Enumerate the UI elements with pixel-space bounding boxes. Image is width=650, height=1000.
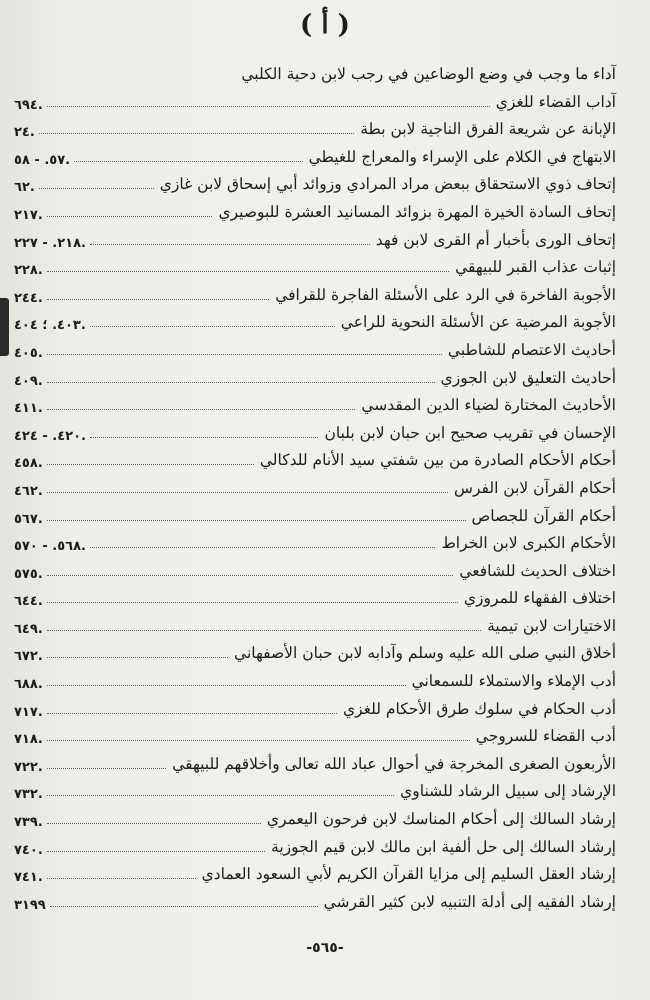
index-entry (14, 531, 616, 559)
dotted-leader (47, 464, 254, 465)
index-entry (14, 641, 616, 669)
index-entry (14, 117, 616, 145)
index-entry (14, 807, 616, 835)
entry-title: إرشاد العقل السليم إلى مزايا القرآن الكريم لأبي السعود العمادي (201, 865, 616, 884)
entry-page-numbers: ٢٤. (14, 125, 35, 141)
dotted-leader (47, 740, 470, 741)
dotted-leader (90, 326, 335, 327)
entry-title: أدب الحكام في سلوك طرق الأحكام للغزي (342, 699, 616, 718)
entry-title: أحكام القرآن للجصاص (471, 506, 616, 525)
entry-page-numbers: ٧٢٢. (14, 759, 43, 775)
entry-page-numbers: ٢١٨. - ٢٢٧. (14, 235, 86, 251)
dotted-leader (90, 437, 318, 438)
entry-page-numbers: ٤٥٨. (14, 456, 43, 472)
entry-title: أخلاق النبي صلى الله عليه وسلم وآدابه لابن حبان الأصفهاني (234, 644, 616, 663)
dotted-leader (39, 133, 354, 134)
dotted-leader (90, 547, 436, 548)
dotted-leader (47, 713, 337, 714)
dotted-leader (47, 823, 261, 824)
page-number: -٥٦٥- (306, 940, 344, 956)
entry-page-numbers: ٧٤١. (14, 870, 43, 886)
entry-title: الإرشاد إلى سبيل الرشاد للشناوي (400, 782, 616, 801)
dotted-leader (39, 188, 154, 189)
entry-title: أحكام الأحكام الصادرة من بين شفتي سيد الأنام للدكالي (259, 451, 616, 470)
index-entry (36, 62, 616, 90)
index-entry (14, 145, 616, 173)
index-entry (14, 172, 616, 200)
thumb-index-tab (0, 298, 9, 356)
entry-page-numbers: ٦٢. (14, 180, 35, 196)
index-entry (14, 90, 616, 118)
dotted-leader (47, 271, 449, 272)
index-entry (14, 421, 616, 449)
index-entry (14, 255, 616, 283)
entry-title: الأحاديث المختارة لضياء الدين المقدسي (361, 396, 616, 415)
index-entry (14, 862, 616, 890)
index-entry (14, 283, 616, 311)
index-entry (14, 752, 616, 780)
index-entry (14, 724, 616, 752)
dotted-leader (47, 685, 406, 686)
entry-title: أحكام القرآن لابن الفرس (454, 478, 616, 497)
index-entry (14, 310, 616, 338)
entry-page-numbers: ٤٦٢. (14, 483, 43, 499)
entry-page-numbers: ٧٣٢. (14, 787, 43, 803)
section-letter-heading: ( أ ) (300, 10, 350, 40)
dotted-leader (47, 575, 454, 576)
index-list (14, 62, 616, 917)
entry-page-numbers: ٢١٧. (14, 207, 43, 223)
entry-page-numbers: ٦٨٨. (14, 677, 43, 693)
entry-title: إثبات عذاب القبر للبيهقي (455, 258, 616, 277)
entry-page-numbers: ٤٠٩. (14, 373, 43, 389)
index-entry (14, 448, 616, 476)
entry-title: الابتهاج في الكلام على الإسراء والمعراج للغيطي (308, 147, 616, 166)
entry-page-numbers: ٦٩٤. (14, 97, 43, 113)
dotted-leader (47, 602, 458, 603)
entry-title: إرشاد السالك إلى حل ألفية ابن مالك لابن قيم الجوزية (271, 837, 616, 856)
entry-title: اختلاف الفقهاء للمروزي (463, 589, 616, 608)
entry-page-numbers: ٦٧٢. (14, 649, 43, 665)
entry-title: الأجوبة المرضية عن الأسئلة النحوية للراعي (340, 313, 616, 332)
entry-title: إتحاف الورى بأخبار أم القرى لابن فهد (375, 230, 616, 249)
index-entry (14, 228, 616, 256)
entry-title: الأجوبة الفاخرة في الرد على الأسئلة الفاجرة للقرافي (275, 285, 616, 304)
entry-title: الإبانة عن شريعة الفرق الناجية لابن بطة (360, 120, 616, 139)
entry-title: إتحاف السادة الخيرة المهرة بزوائد المسانيد العشرة للبوصيري (218, 202, 616, 221)
index-entry (14, 338, 616, 366)
entry-page-numbers: ٤٢٠. - ٤٢٤. (14, 428, 86, 444)
entry-title: أحاديث الاعتصام للشاطبي (447, 340, 616, 359)
index-entry (14, 669, 616, 697)
dotted-leader (90, 244, 370, 245)
dotted-leader (47, 409, 356, 410)
dotted-leader (50, 906, 318, 907)
dotted-leader (47, 216, 213, 217)
entry-page-numbers: ٧٣٩. (14, 815, 43, 831)
entry-page-numbers: ٥٧٥. (14, 566, 43, 582)
dotted-leader (47, 354, 442, 355)
dotted-leader (47, 768, 166, 769)
dotted-leader (47, 299, 269, 300)
entry-title: الإحسان في تقريب صحيح ابن حبان لابن بلبان (324, 423, 616, 442)
index-entry (14, 366, 616, 394)
dotted-leader (47, 106, 490, 107)
entry-page-numbers: ٢٤٤. (14, 290, 43, 306)
index-entry (14, 614, 616, 642)
index-entry (14, 504, 616, 532)
entry-page-numbers: ٤٠٣. ؛ ٤٠٤. (14, 318, 86, 334)
dotted-leader (47, 657, 228, 658)
entry-page-numbers: ٧١٧. (14, 704, 43, 720)
entry-title: الأحكام الكبرى لابن الخراط (441, 534, 616, 553)
entry-page-numbers: ٢٢٨. (14, 263, 43, 279)
entry-title: إرشاد السالك إلى أحكام المناسك لابن فرحون اليعمري (266, 810, 616, 829)
index-entry (14, 559, 616, 587)
entry-title: أدب الإملاء والاستملاء للسمعاني (411, 672, 616, 691)
dotted-leader (47, 492, 448, 493)
index-entry (14, 476, 616, 504)
index-entry (14, 697, 616, 725)
entry-title: الأربعون الصغرى المخرجة في أحوال عباد الله تعالى وأخلاقهم للبيهقي (172, 754, 616, 773)
entry-title: أحاديث التعليق لابن الجوزي (440, 368, 616, 387)
index-entry (14, 200, 616, 228)
dotted-leader (47, 795, 394, 796)
entry-page-numbers: ٥٦٨. - ٥٧٠. (14, 539, 86, 555)
entry-title: الاختيارات لابن تيمية (487, 616, 616, 635)
index-entry (14, 779, 616, 807)
entry-title: أدب القضاء للسروجي (475, 727, 616, 746)
entry-title: آداب القضاء للغزي (495, 92, 616, 111)
entry-page-numbers: ٤٠٥. (14, 345, 43, 361)
entry-page-numbers: ٤١١. (14, 401, 43, 417)
dotted-leader (47, 520, 466, 521)
entry-page-numbers: ٣١٩٩ (14, 897, 46, 913)
entry-page-numbers: ٧١٨. (14, 732, 43, 748)
index-entry (14, 890, 616, 918)
entry-title: إرشاد الفقيه إلى أدلة التنبيه لابن كثير القرشي (323, 892, 616, 911)
entry-page-numbers: ٦٤٩. (14, 621, 43, 637)
dotted-leader (47, 851, 265, 852)
entry-title: إتحاف ذوي الاستحقاق ببعض مراد المرادي وزوائد أبي إسحاق لابن غازي (159, 175, 616, 194)
dotted-leader (47, 382, 435, 383)
index-entry (14, 393, 616, 421)
entry-page-numbers: ٥٧. - ٥٨. (14, 152, 71, 168)
index-entry (14, 835, 616, 863)
dotted-leader (47, 878, 196, 879)
index-entry (14, 586, 616, 614)
entry-title: آداء ما وجب في وضع الوضاعين في رجب لابن دحية الكلبي (241, 65, 616, 83)
entry-page-numbers: ٦٤٤. (14, 594, 43, 610)
dotted-leader (47, 630, 481, 631)
entry-page-numbers: ٥٦٧. (14, 511, 43, 527)
entry-title: اختلاف الحديث للشافعي (459, 561, 616, 580)
entry-page-numbers: ٧٤٠. (14, 842, 43, 858)
dotted-leader (74, 161, 303, 162)
